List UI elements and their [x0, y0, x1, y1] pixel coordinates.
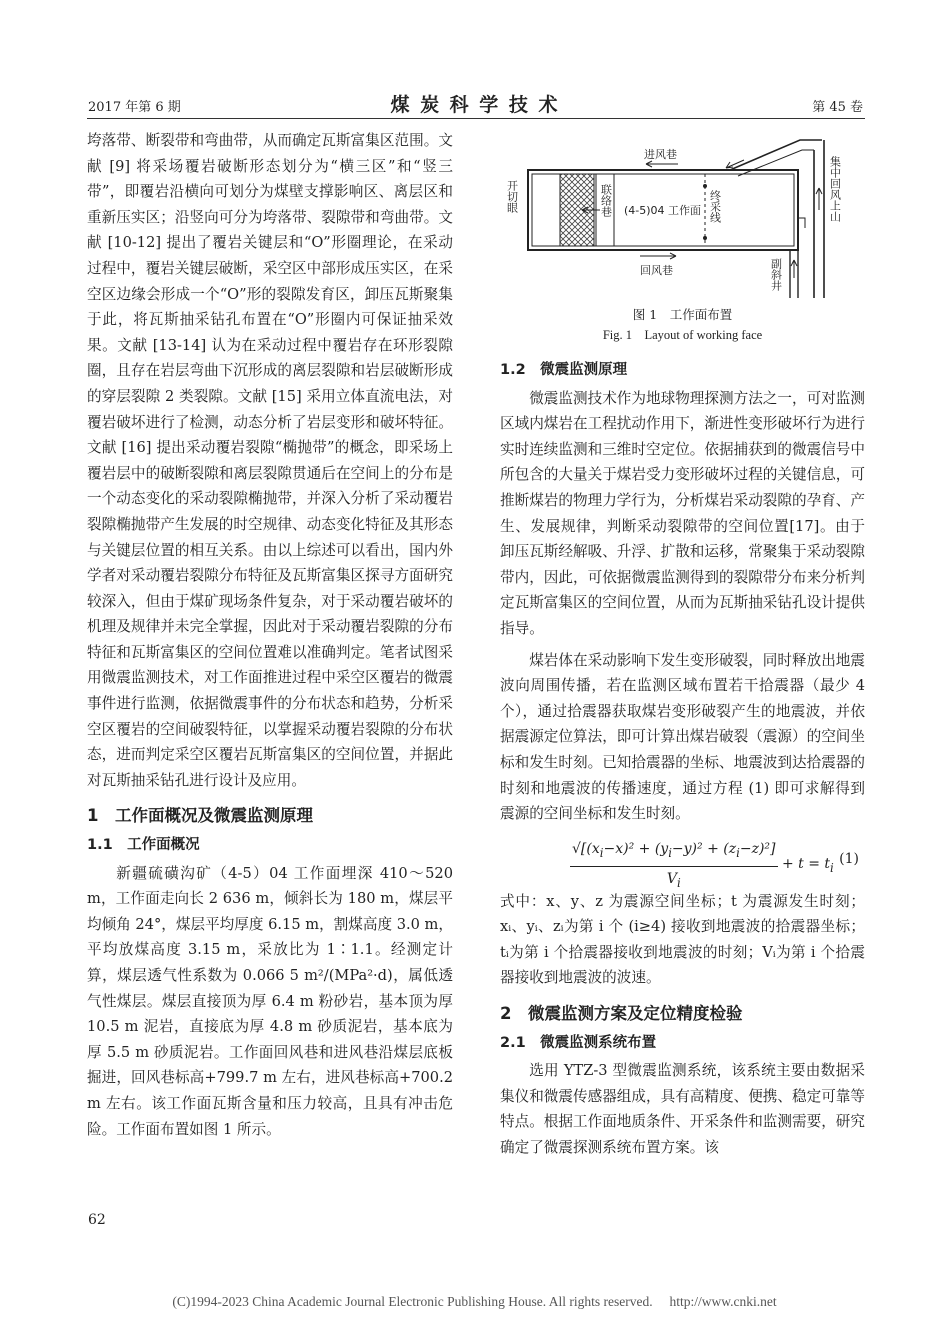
label-face: (4-5)04 工作面	[624, 204, 702, 217]
subsection-heading-1-2: 1.2 微震监测原理	[500, 362, 628, 378]
label-intake: 进风巷	[644, 148, 677, 161]
paragraph: 垮落带、断裂带和弯曲带，从而确定瓦斯富集区范围。文献 [9] 将采场覆岩破断形态划分为“横三区”和“竖三带”，即覆岩沿横向可划分为煤壁支撑影响区、离层区和重新压实区；沿竖向可分为垮落带、裂隙带和弯曲带。文献 [10-12] 提出了覆岩关键层和“O”形圈理论，在采动过程中，覆岩关键层破断，采空区中部形成压实区，在采空区边缘会形成一个“O”形的裂隙发育区，卸压瓦斯聚集于此，将瓦斯抽采钻孔布置在“O”形圈内可保证抽采效果。文献 [13-14] 认为在采动过程中覆岩存在环形裂隙圈，且存在岩层弯曲下沉形成的离层裂隙和岩层破断形成的穿层裂隙 2 类裂隙。文献 [15] 采用立体直流电法，对覆岩破坏进行了检测，动态分析了岩层变形和破坏特征。文献 [16] 提出采动覆岩裂隙“椭抛带”的概念，即采场上覆岩层中的破断裂隙和离层裂隙贯通后在空间上的分布是一个动态变化的采动裂隙椭抛带，并深入分析了采动覆岩裂隙椭抛带产生发展的时空规律、动态变化特征及其形态与关键层位置的相互关系。由以上综述可以看出，国内外学者对采动覆岩裂隙分布特征及瓦斯富集区探寻方面研究较深入，但由于煤矿现场条件复杂，对于采动覆岩破坏的机理及规律并未完全掌握，因此对于采动覆岩裂隙的分布特征和瓦斯富集区的空间位置难以准确判定。笔者试图采用微震监测技术，对工作面推进过程中采空区覆岩的微震事件进行监测，依据微震事件的分布状态和趋势，分析采空区覆岩的空间破裂特征，以掌握采动覆岩裂隙的分布状态，进而判定采空区覆岩瓦斯富集区的空间位置，并据此对瓦斯抽采钻孔进行设计及应用。	[87, 132, 453, 789]
label-cut: 开切眼	[505, 180, 519, 213]
label-aux: 副斜井	[769, 258, 783, 291]
working-face-layout-diagram	[500, 128, 865, 306]
airflow-arrow	[640, 253, 676, 259]
label-link: 联络巷	[599, 184, 613, 217]
paragraph: 煤岩体在采动影响下发生变形破裂，同时释放出地震波向周围传播，若在监测区域布置若干拾震器（最少 4 个），通过拾震器获取煤岩变形破裂产生的地震波，并依据震源定位算法，即可计算出煤岩破裂（震源）的空间坐标和发生时刻。已知拾震器的坐标、地震波到达拾震器的时刻和地震波的传播速度，通过方程 (1) 即可求解得到震源的空间坐标和发生时刻。	[500, 651, 865, 823]
page-number: 62	[88, 1212, 106, 1228]
paragraph: 选用 YTZ-3 型微震监测系统，该系统主要由数据采集仪和微震传感器组成，具有高精度、便携、稳定可靠等特点。根据工作面地质条件、开采条件和监测需要，研究确定了微震探测系统布置方案。该	[500, 1062, 865, 1157]
intake-roadway-branch	[730, 140, 822, 170]
equation-number: (1)	[839, 850, 859, 867]
left-column	[87, 128, 453, 1142]
label-upmountain: 集中回风上山	[828, 156, 842, 222]
journal-title: 煤 炭 科 学 技 术	[390, 94, 560, 116]
figure-caption-en: Fig. 1 Layout of working face	[602, 328, 763, 342]
header-rule	[87, 118, 865, 119]
paragraph: 微震监测技术作为地球物理探测方法之一，可对监测区域内煤岩在工程扰动作用下，渐进性变形破坏行为进行实时连续监测和三维时空定位。依据捕获到的微震信号中所包含的大量关于煤岩受力变形破坏过程的关键信息，可推断煤岩的物理力学行为，分析煤岩采动裂隙的孕育、产生、发展规律，判断采动裂隙带的空间位置[17]。由于卸压瓦斯经解吸、升浮、扩散和运移，常聚集于采动裂隙带内，因此，可依据微震监测得到的裂隙带分布来分析判定瓦斯富集区的空间位置，从而为瓦斯抽采钻孔设计提供指导。	[500, 389, 865, 637]
section-heading-1: 1 工作面概况及微震监测原理	[87, 806, 313, 826]
subsection-heading-2-1: 2.1 微震监测系统布置	[500, 1034, 657, 1051]
paragraph: 新疆硫磺沟矿（4-5）04 工作面埋深 410～520 m，工作面走向长 2 636 m，倾斜长为 180 m，煤层平均倾角 24°，煤层平均厚度 6.15 m，割煤高度 3.0 m，平均放煤高度 3.15 m，采放比为 1∶1.1。经测定计算，煤层透气性系数为 0.066 5 m²/(MPa²·d)，属低透气性煤层。煤层直接顶为厚 6.4 m 粉砂岩，基本顶为厚 10.5 m 泥岩，直接底为厚 4.8 m 砂质泥岩，基本底为厚 5.5 m 砂质泥岩。工作面回风巷和进风巷沿煤层底板掘进，回风巷标高+799.7 m 左右，进风巷标高+700.2 m 左右。该工作面瓦斯含量和压力较高，且具有冲击危险。工作面布置如图 1 所示。	[87, 864, 453, 1138]
equation-formula: $\frac{√[(x_i-x)^2 + (y_i-y)^2 + (z_i-z)^2]}{V_i}$ + $t = t_i$	[570, 837, 834, 897]
issue-label: 2017 年第 6 期	[88, 100, 181, 115]
section-heading-2: 2 微震监测方案及定位精度检验	[500, 1004, 743, 1024]
label-stop: 终采线	[708, 190, 722, 223]
volume-label: 第 45 卷	[812, 100, 863, 115]
figure-1	[500, 128, 865, 306]
label-return: 回风巷	[640, 264, 673, 277]
equation-1	[500, 833, 865, 889]
copyright-footer: (C)1994-2023 China Academic Journal Electronic Publishing House. All rights reserved. http://www.cnki.net	[172, 1294, 777, 1309]
airflow-arrow	[646, 161, 678, 167]
paragraph: 式中：x、y、z 为震源空间坐标；t 为震源发生时刻；xᵢ、yᵢ、zᵢ为第 i 个 (i≥4) 接收到地震波的拾震器坐标；tᵢ为第 i 个拾震器接收到地震波的时刻；Vᵢ为第 i 个拾震器接收到地震波的波速。	[500, 892, 865, 987]
right-column	[500, 358, 865, 1161]
figure-caption-cn: 图 1 工作面布置	[632, 307, 733, 322]
subsection-heading-1-1: 1.1 工作面概况	[87, 837, 200, 854]
